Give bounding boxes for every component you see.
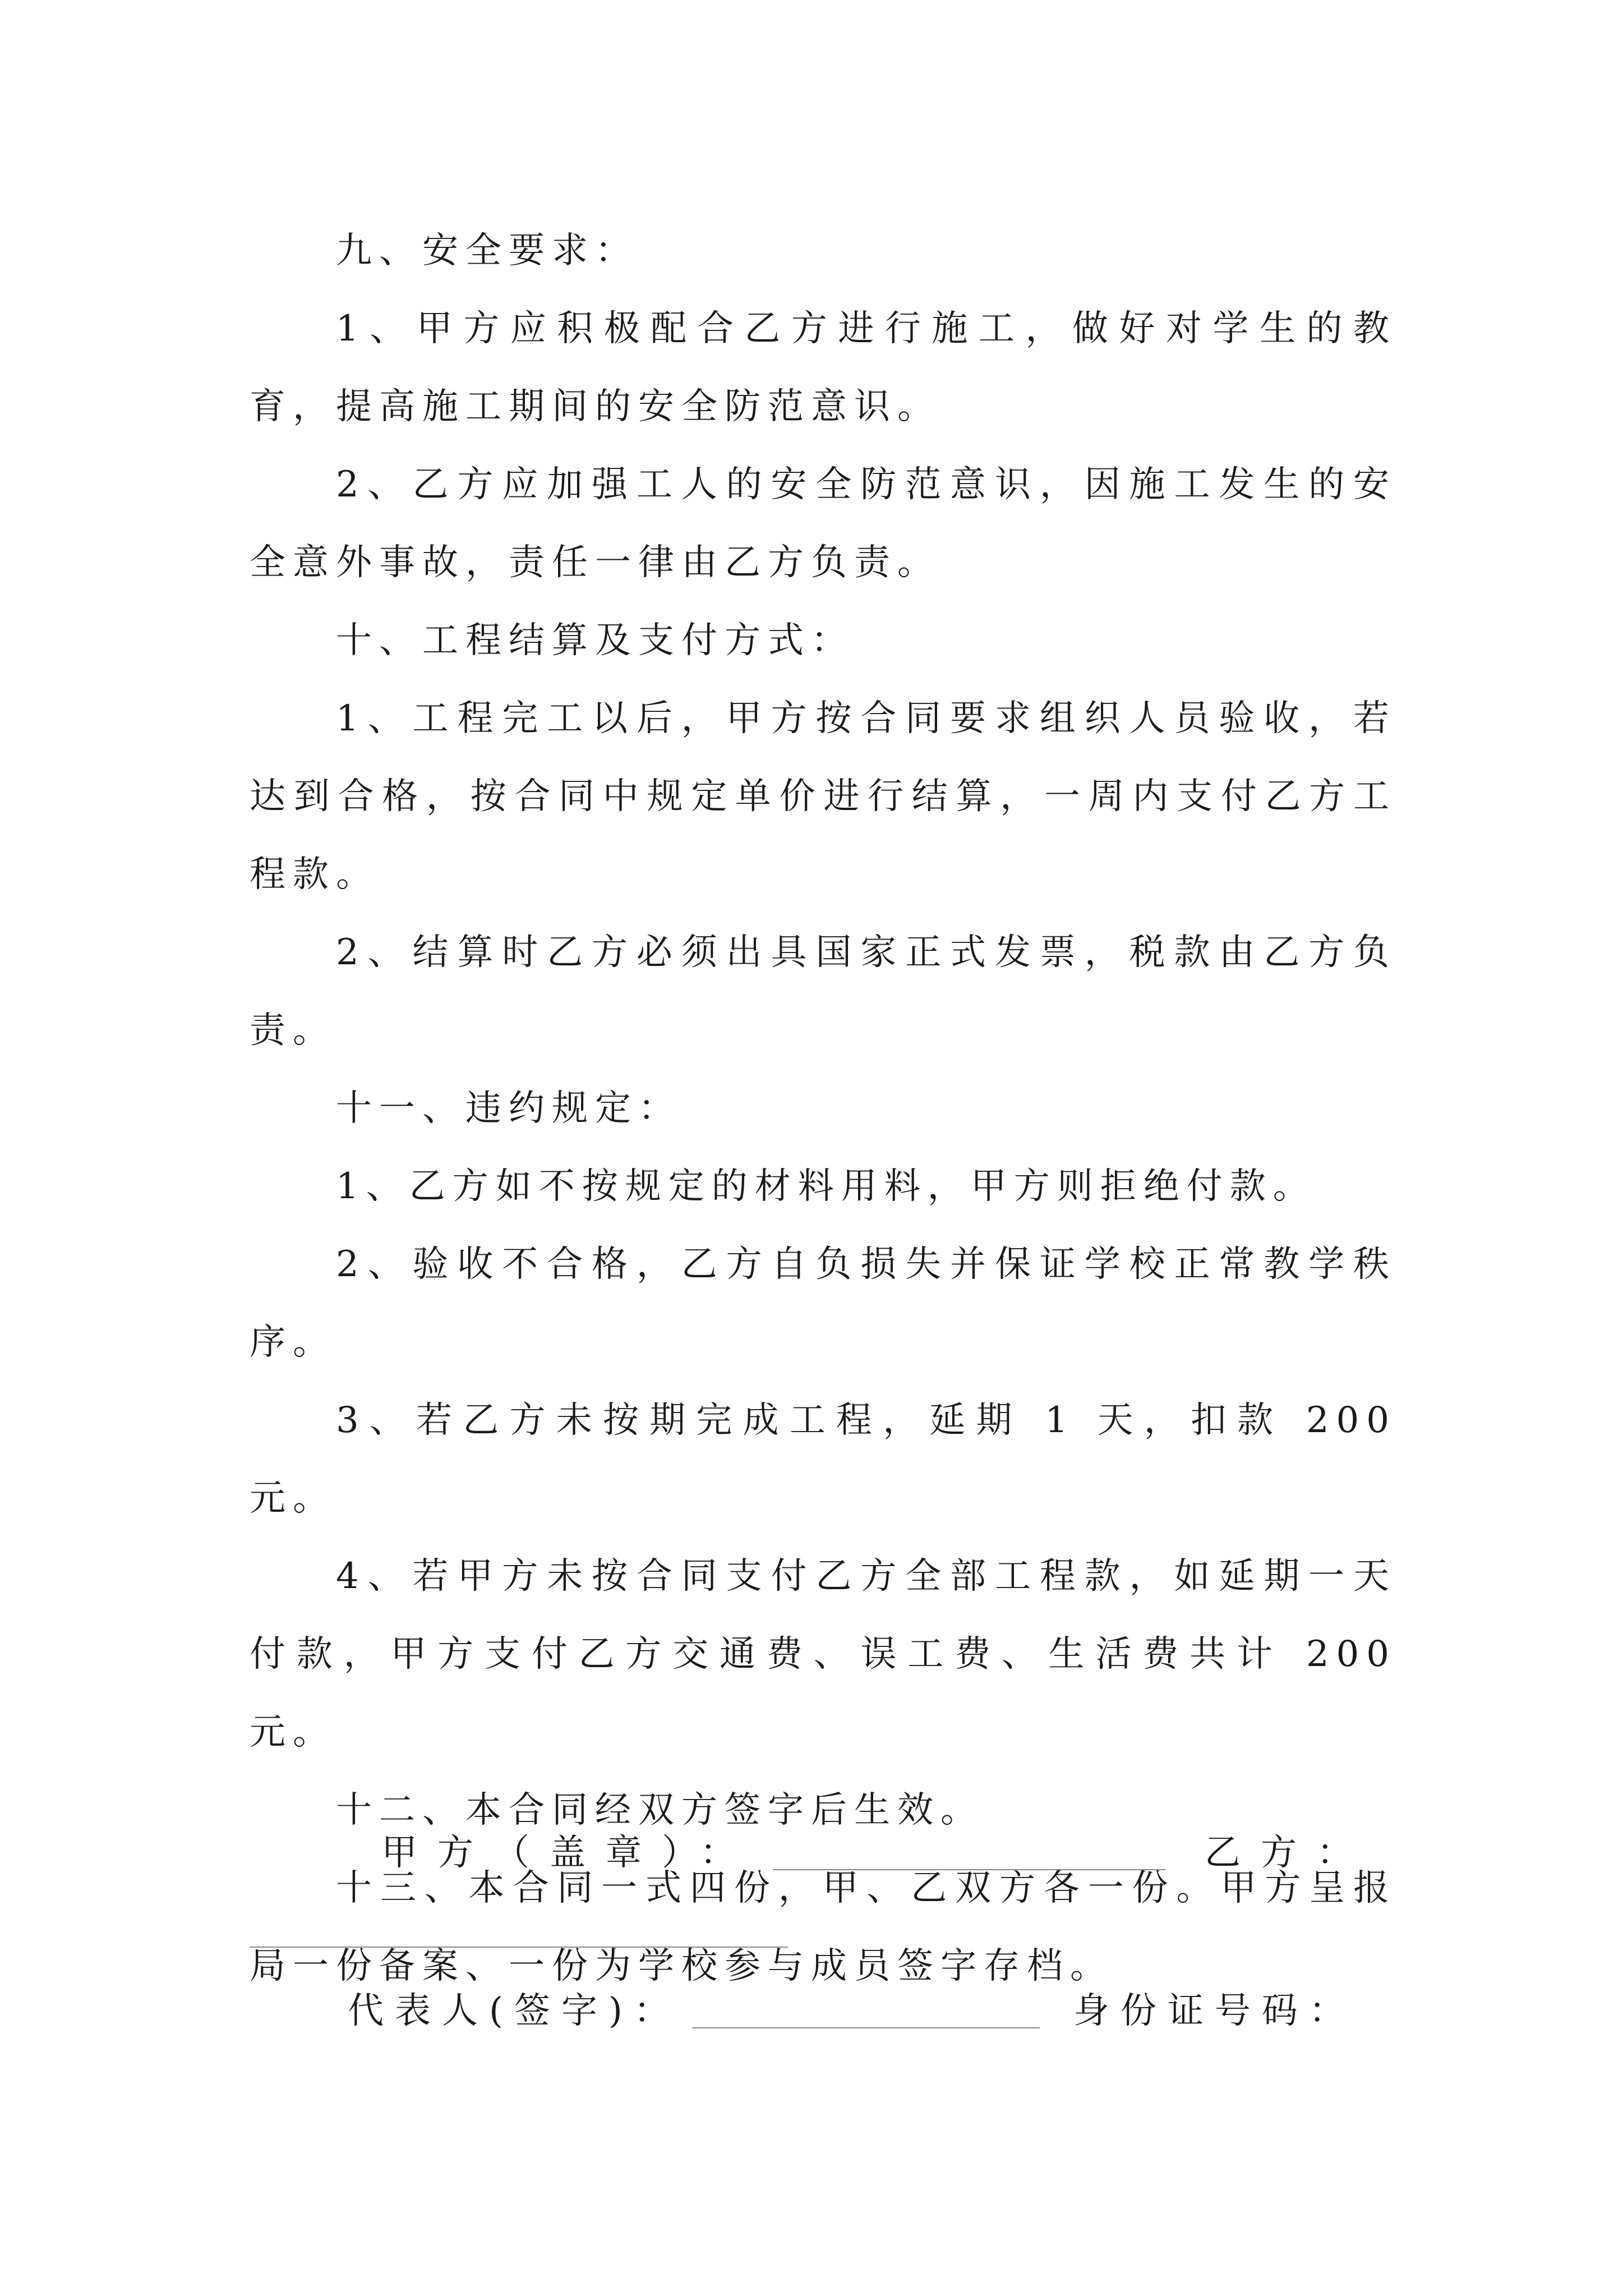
breach-clause-2: 2、验收不合格，乙方自负损失并保证学校正常教学秩序。	[250, 1244, 1396, 1363]
party-a-signature-field[interactable]	[773, 1835, 1165, 1870]
breach-clause-3: 3、若乙方未按期完成工程，延期 1 天，扣款 200 元。	[250, 1400, 1396, 1519]
settlement-clause-1: 1、工程完工以后，甲方按合同要求组织人员验收，若达到合格，按合同中规定单价进行结算，一周内支付乙方工程款。	[250, 698, 1396, 895]
party-b-signature-field[interactable]	[250, 1947, 788, 1948]
representative-signature-field[interactable]	[692, 1994, 1040, 2028]
signature-row-parties	[381, 1828, 1373, 1875]
id-number-label: 身份证号码：	[1073, 1990, 1356, 2032]
party-b-label: 乙方：	[1205, 1832, 1373, 1874]
safety-clause-1: 1、甲方应积极配合乙方进行施工，做好对学生的教育，提高施工期间的安全防范意识。	[250, 308, 1396, 427]
section-twelve: 十二、本合同经双方签字后生效。	[336, 1789, 984, 1831]
contract-body	[250, 212, 1396, 2005]
section-ten-heading: 十、工程结算及支付方式：	[336, 620, 854, 661]
section-eleven-heading: 十一、违约规定：	[336, 1088, 681, 1129]
breach-clause-4: 4、若甲方未按合同支付乙方全部工程款，如延期一天付款，甲方支付乙方交通费、误工费、生活费共计 200 元。	[250, 1556, 1396, 1753]
section-thirteen: 十三、本合同一式四份，甲、乙双方各一份。甲方呈报局一份备案、一份为学校参与成员签字存档。	[250, 1867, 1396, 1987]
representative-label: 代表人(签字)：	[348, 1990, 681, 2032]
settlement-clause-2: 2、结算时乙方必须出具国家正式发票，税款由乙方负责。	[250, 932, 1396, 1051]
section-nine-heading: 九、安全要求：	[336, 230, 638, 272]
signature-row-representative	[348, 1986, 1356, 2033]
breach-clause-1: 1、乙方如不按规定的材料用料，甲方则拒绝付款。	[336, 1166, 1316, 1207]
party-a-label: 甲方（盖章）：	[381, 1832, 756, 1874]
safety-clause-2: 2、乙方应加强工人的安全防范意识，因施工发生的安全意外事故，责任一律由乙方负责。	[250, 464, 1396, 583]
